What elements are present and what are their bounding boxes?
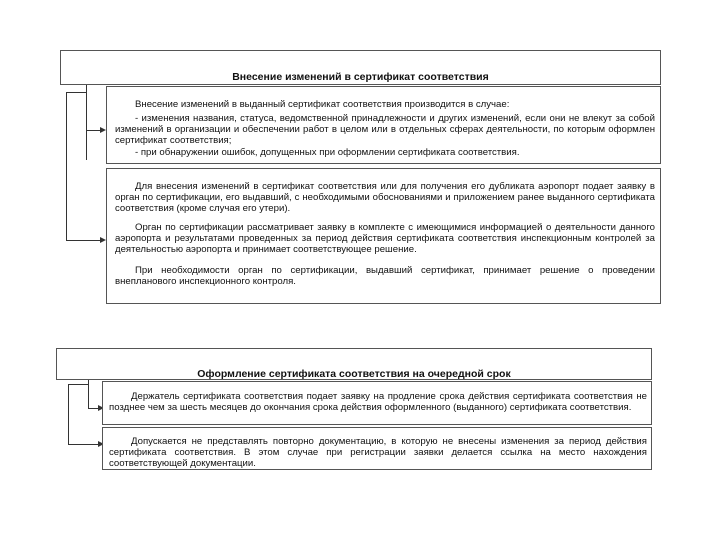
section1-arrow1-line (86, 130, 100, 131)
section1-connector-top (66, 92, 86, 93)
section2-connector-top (68, 384, 88, 385)
section1-block1-para2: - изменения названия, статуса, ведомственной принадлежности и других изменений, если они не влекут за собой изменений в организации и обеспечении работ в целом или в отдельных сферах деятельности, по которым оформлен сертификат соответствия; (115, 113, 655, 146)
section1-block2-para1: Для внесения изменений в сертификат соответствия или для получения его дубликата аэропорт подает заявку в орган по сертификации, его выдавший, с необходимыми обоснованиями и приложением ранее выданного сертификата соответствия (кроме случая его утери). (115, 181, 655, 214)
section2-arrow1-line (88, 408, 98, 409)
section2-block1-para1: Держатель сертификата соответствия подает заявку на продление срока действия сертификата соответствия не позднее чем за шесть месяцев до окончания срока действия оформленного (выданного) сертификата соответствия. (109, 391, 647, 413)
section1-block1-para1: Внесение изменений в выданный сертификат соответствия производится в случае: (135, 99, 510, 110)
section1-connector-left (66, 92, 67, 240)
section1-block2-para2: Орган по сертификации рассматривает заявку в комплекте с имеющимися информацией о деятельности данного аэропорта и результатами проведенных за период действия сертификата соответствия инспекционным контролей за деятельностью аэропорта и принимает соответствующее решение. (115, 222, 655, 255)
section1-title: Внесение изменений в сертификат соответствия (232, 71, 489, 83)
section1-block2-para3: При необходимости орган по сертификации, выдавший сертификат, принимает решение о проведении внепланового инспекционного контроля. (115, 265, 655, 287)
section2-block1 (102, 381, 652, 425)
section1-arrow2-line (66, 240, 100, 241)
section1-block1 (106, 86, 661, 164)
section2-arrow2-line (68, 444, 98, 445)
section2-block2-para1: Допускается не представлять повторно документацию, в которую не внесены изменения за период действия сертификата соответствия. В этом случае при регистрации заявки делается ссылка на место нахождения соответствующей документации. (109, 436, 647, 469)
section1-connector-down (86, 85, 87, 160)
section2-title: Оформление сертификата соответствия на очередной срок (197, 368, 511, 380)
section1-block1-para3: - при обнаружении ошибок, допущенных при оформлении сертификата соответствия. (135, 147, 520, 158)
section2-header-box (56, 348, 652, 380)
section1-header-box (60, 50, 661, 85)
section1-block2 (106, 168, 661, 304)
section2-block2 (102, 427, 652, 470)
section2-connector-down (88, 380, 89, 408)
section2-connector-left (68, 384, 69, 444)
